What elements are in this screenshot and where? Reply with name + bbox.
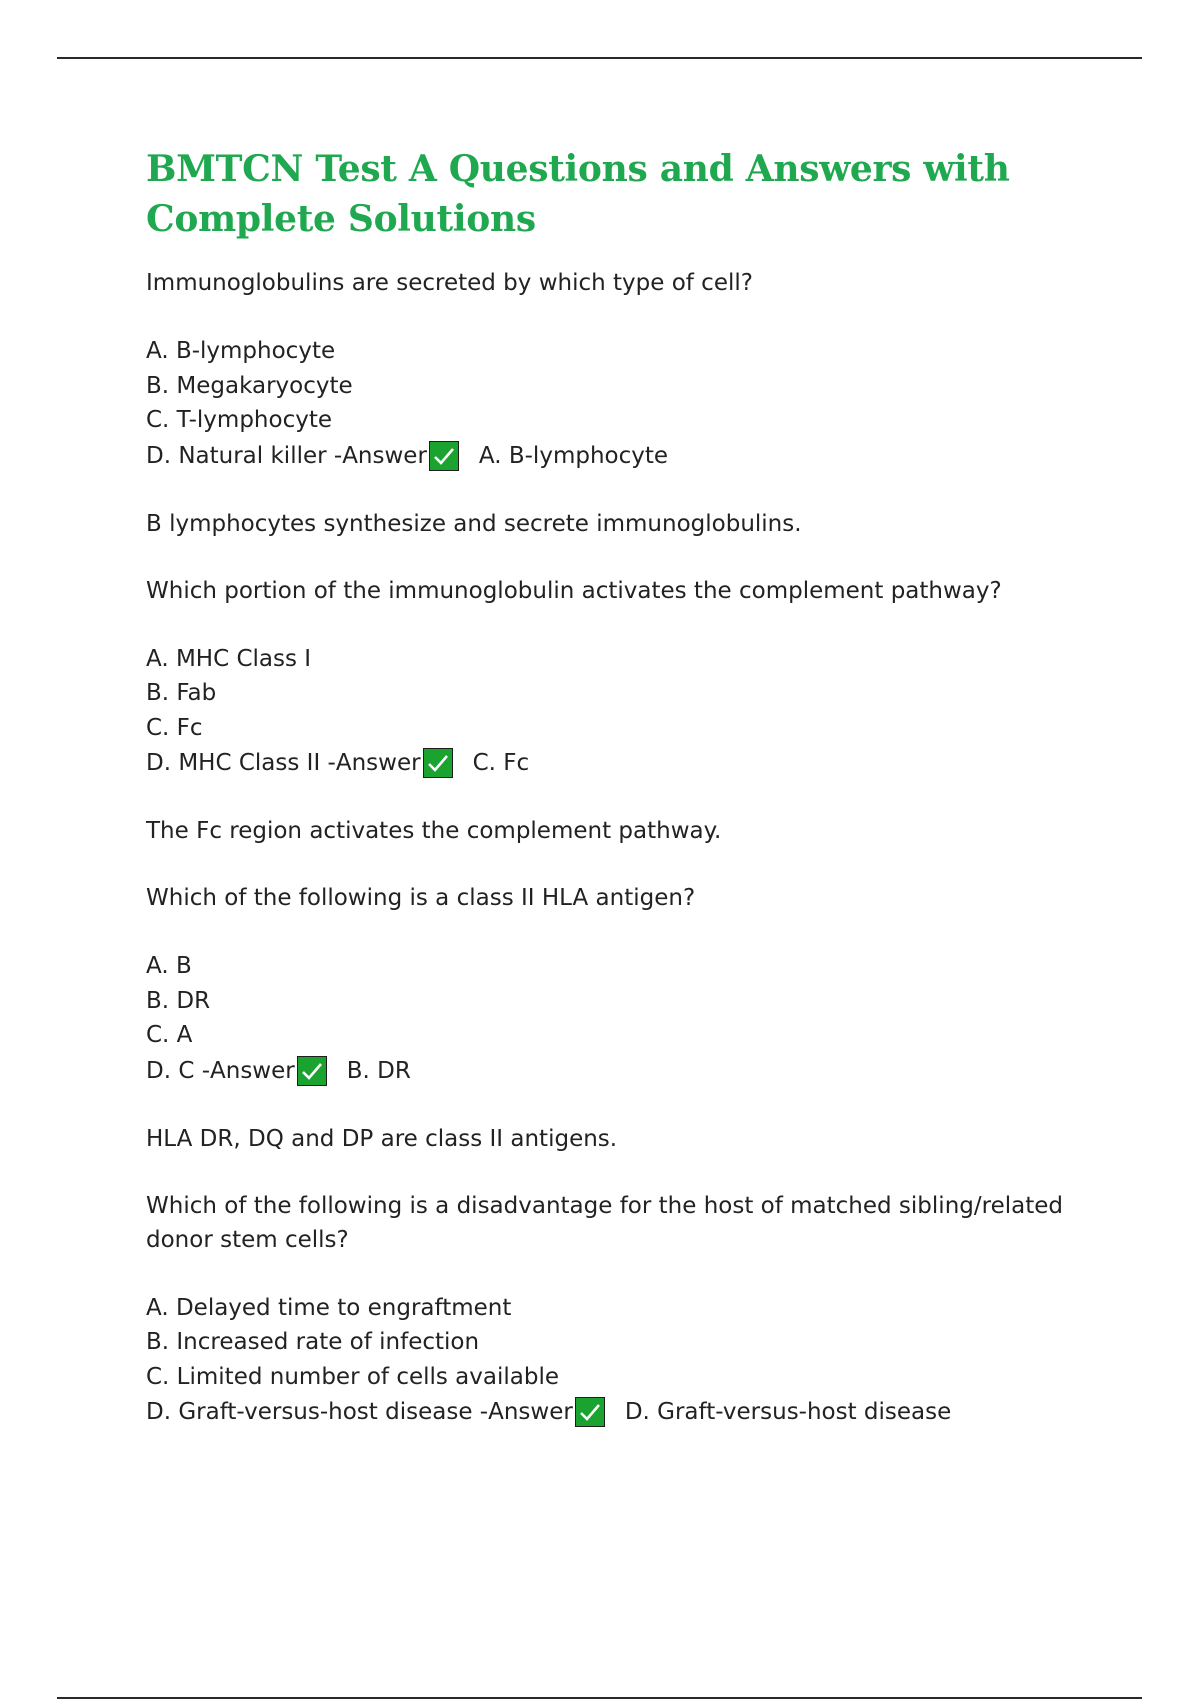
correct-answer: D. Graft-versus-host disease	[624, 1399, 952, 1425]
option-c: C. T-lymphocyte	[146, 407, 332, 433]
answer-line	[146, 1394, 1106, 1430]
checkmark-icon	[429, 441, 459, 471]
bottom-rule	[57, 1697, 1142, 1699]
question-block-1	[146, 266, 1106, 574]
question-text: Which of the following is a disadvantage for the host of matched sibling/related donor stem cells?	[146, 1192, 1063, 1253]
option-b: B. Megakaryocyte	[146, 372, 353, 399]
option-c: C. Limited number of cells available	[146, 1363, 560, 1390]
option-b: B. Increased rate of infection	[146, 1329, 480, 1355]
explanation-text: HLA DR, DQ and DP are class II antigens.	[146, 1125, 618, 1152]
answer-line	[146, 745, 1106, 781]
option-b: B. Fab	[146, 680, 217, 706]
checkmark-icon	[297, 1056, 327, 1086]
answer-marker: Answer	[335, 750, 421, 776]
document-body	[146, 144, 1106, 1430]
answer-marker: Answer	[342, 442, 427, 469]
checkmark-icon	[575, 1397, 605, 1427]
option-list	[146, 642, 1106, 746]
question-text: Which of the following is a class II HLA antigen?	[146, 885, 696, 911]
explanation-text: The Fc region activates the complement pathway.	[146, 818, 722, 844]
answer-line	[146, 1053, 1106, 1089]
top-rule	[57, 57, 1142, 59]
option-c: C. A	[146, 1022, 193, 1048]
answer-marker: Answer	[210, 1057, 295, 1084]
explanation-text: B lymphocytes synthesize and secrete immunoglobulins.	[146, 510, 802, 537]
question-block-4	[146, 1189, 1106, 1431]
correct-answer: C. Fc	[472, 750, 530, 776]
option-a: A. B-lymphocyte	[146, 338, 336, 364]
option-list	[146, 1291, 1106, 1395]
question-block-3	[146, 881, 1106, 1189]
question-text: Which portion of the immunoglobulin activates the complement pathway?	[146, 577, 1002, 604]
option-c: C. Fc	[146, 714, 203, 741]
correct-answer: A. B-lymphocyte	[478, 442, 669, 469]
option-a: A. B	[146, 953, 192, 979]
option-d: D. Natural killer -	[146, 442, 343, 469]
answer-line	[146, 438, 1106, 474]
option-list	[146, 334, 1106, 438]
question-block-2	[146, 574, 1106, 882]
option-a: A. MHC Class I	[146, 645, 312, 672]
question-text: Immunoglobulins are secreted by which type of cell?	[146, 270, 753, 296]
option-list	[146, 949, 1106, 1053]
checkmark-icon	[423, 748, 453, 778]
option-a: A. Delayed time to engraftment	[146, 1294, 512, 1321]
answer-marker: Answer	[488, 1399, 573, 1425]
option-d: D. Graft-versus-host disease -	[146, 1399, 489, 1425]
option-b: B. DR	[146, 987, 211, 1014]
option-d: D. MHC Class II -	[146, 750, 336, 776]
option-d: D. C -	[146, 1057, 211, 1084]
correct-answer: B. DR	[346, 1057, 411, 1084]
document-title: BMTCN Test A Questions and Answers with Complete Solutions	[146, 148, 1010, 240]
